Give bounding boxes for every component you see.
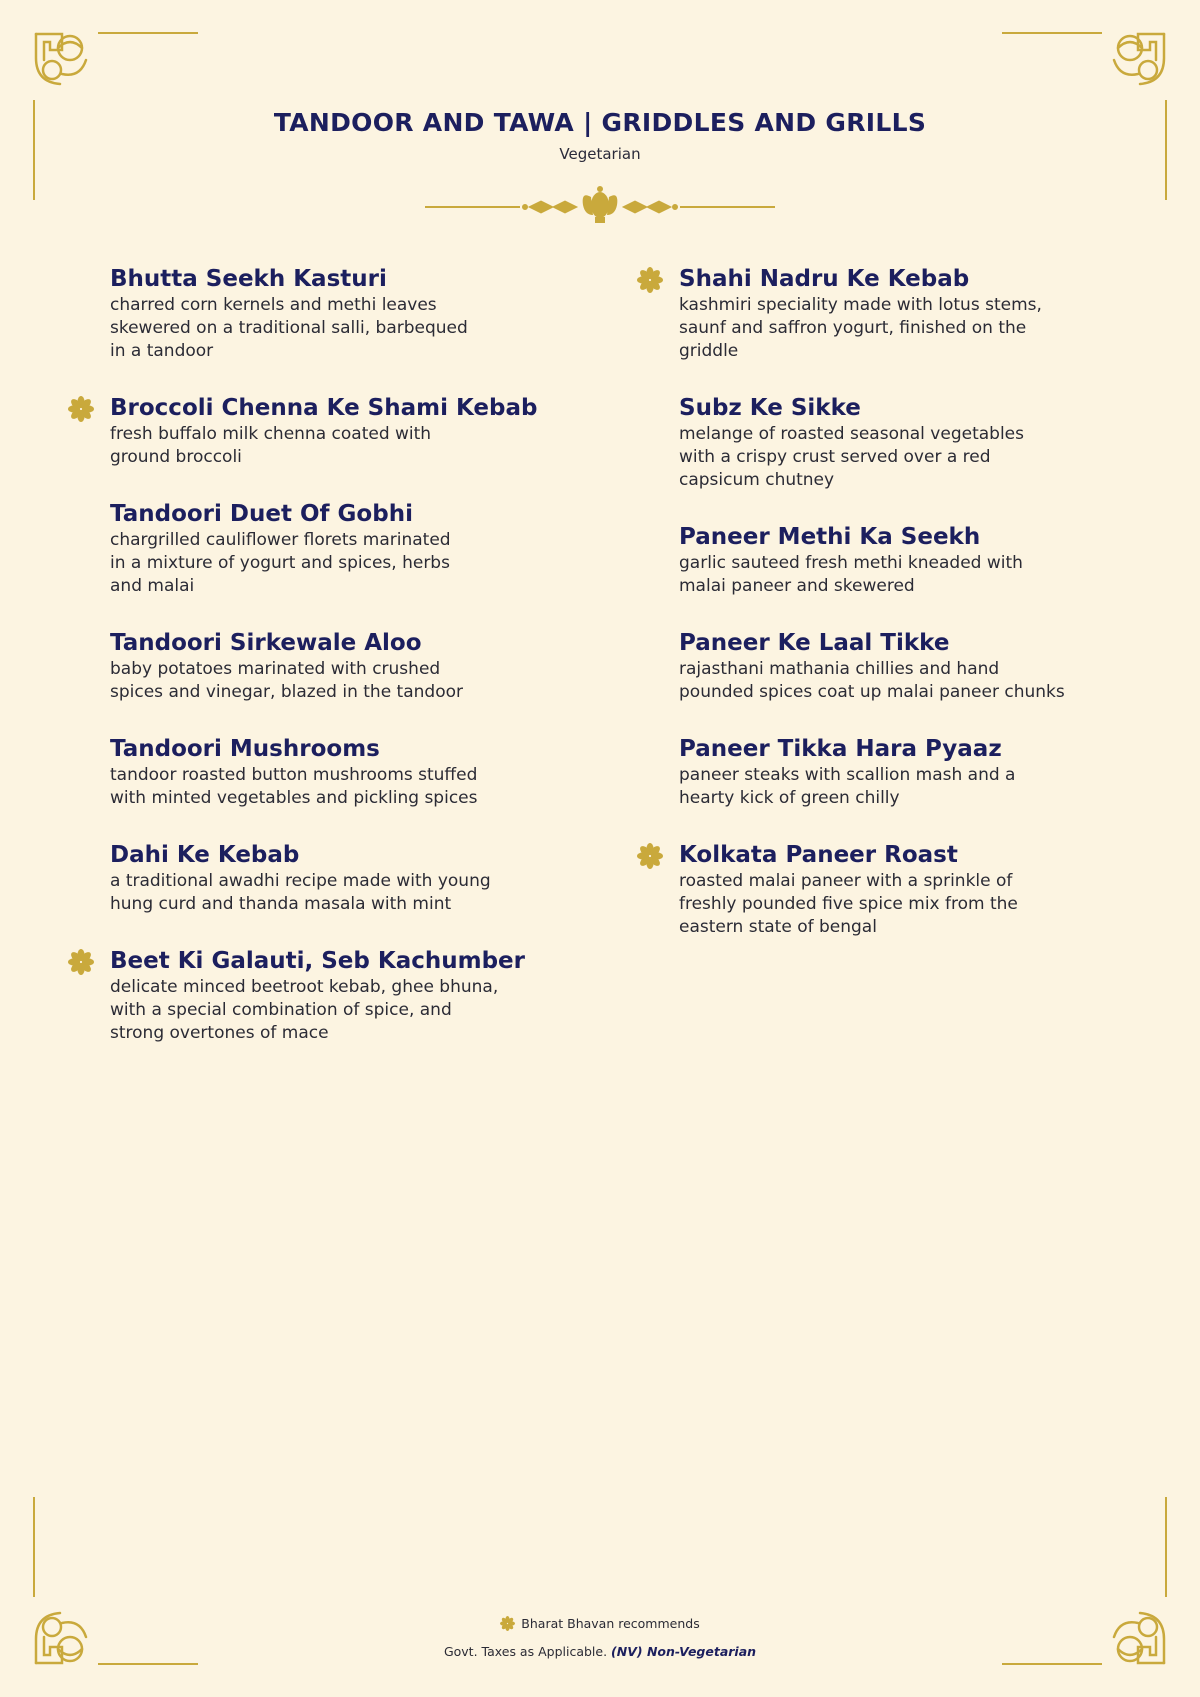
menu-item-description: melange of roasted seasonal vegetables <box>679 424 1024 444</box>
menu-header <box>0 108 1200 163</box>
menu-footer <box>0 1616 1200 1659</box>
menu-item-description: strong overtones of mace <box>110 1023 329 1043</box>
menu-item-description: roasted malai paneer with a sprinkle of <box>679 871 1013 891</box>
menu-item-description: with minted vegetables and pickling spices <box>110 788 478 808</box>
menu-item-description: delicate minced beetroot kebab, ghee bhuna, <box>110 977 499 997</box>
menu-item-description: freshly pounded five spice mix from the <box>679 894 1018 914</box>
menu-item-description: charred corn kernels and methi leaves <box>110 295 437 315</box>
menu-item-name: Tandoori Mushrooms <box>110 736 380 762</box>
menu-item-description: tandoor roasted button mushrooms stuffed <box>110 765 478 785</box>
menu-item-name: Beet Ki Galauti, Seb Kachumber <box>110 948 525 974</box>
menu-item-description: spices and vinegar, blazed in the tandoor <box>110 682 463 702</box>
menu-item-description: fresh buffalo milk chenna coated with <box>110 424 432 444</box>
gold-flower-icon <box>500 1616 515 1631</box>
menu-item-description: hearty kick of green chilly <box>679 788 900 808</box>
menu-item <box>110 946 580 1045</box>
menu-item-name: Paneer Tikka Hara Pyaaz <box>679 736 1002 762</box>
menu-column-right <box>679 264 1149 969</box>
menu-column-left <box>110 264 580 1075</box>
menu-item-description: with a special combination of spice, and <box>110 1000 452 1020</box>
menu-item-description: pounded spices coat up malai paneer chunks <box>679 682 1065 702</box>
menu-item-description: with a crispy crust served over a red <box>679 447 991 467</box>
menu-item <box>679 734 1149 810</box>
menu-item <box>679 393 1149 492</box>
corner-ornament-top-right <box>1114 34 1164 84</box>
menu-item-name: Paneer Ke Laal Tikke <box>679 630 950 656</box>
menu-item-description: rajasthani mathania chillies and hand <box>679 659 1000 679</box>
menu-item-name: Tandoori Sirkewale Aloo <box>110 630 422 656</box>
menu-item <box>110 840 580 916</box>
taxes-note <box>0 1644 1200 1659</box>
menu-item-description: griddle <box>679 341 739 361</box>
ornamental-divider <box>425 185 775 229</box>
corner-ornament-top-left <box>36 34 86 84</box>
taxes-label: Govt. Taxes as Applicable. <box>443 1644 608 1659</box>
menu-item <box>679 628 1149 704</box>
menu-item <box>110 264 580 363</box>
menu-item-description: kashmiri speciality made with lotus stems, <box>679 295 1042 315</box>
peacock-emblem-icon <box>583 186 618 223</box>
menu-item-description: chargrilled cauliflower florets marinated <box>110 530 451 550</box>
menu-item-description: baby potatoes marinated with crushed <box>110 659 441 679</box>
menu-item-name: Tandoori Duet Of Gobhi <box>110 501 413 527</box>
menu-item-description: ground broccoli <box>110 447 242 467</box>
menu-item-description: in a mixture of yogurt and spices, herbs <box>110 553 450 573</box>
menu-item <box>679 264 1149 363</box>
menu-item-name: Paneer Methi Ka Seekh <box>679 524 981 550</box>
gold-flower-icon <box>637 267 663 293</box>
menu-item-description: capsicum chutney <box>679 470 835 490</box>
menu-item-description: malai paneer and skewered <box>679 576 915 596</box>
menu-item-description: skewered on a traditional salli, barbequed <box>110 318 468 338</box>
menu-item <box>679 840 1149 939</box>
menu-item-name: Shahi Nadru Ke Kebab <box>679 266 970 292</box>
nv-legend: (NV) Non-Vegetarian <box>611 1644 757 1659</box>
menu-item-description: a traditional awadhi recipe made with young <box>110 871 491 891</box>
recommend-legend <box>500 1616 699 1631</box>
menu-item-name: Kolkata Paneer Roast <box>679 842 958 868</box>
menu-item-name: Subz Ke Sikke <box>679 395 861 421</box>
menu-item-description: paneer steaks with scallion mash and a <box>679 765 1016 785</box>
menu-item-description: hung curd and thanda masala with mint <box>110 894 452 914</box>
menu-item <box>679 522 1149 598</box>
menu-item-description: garlic sauteed fresh methi kneaded with <box>679 553 1023 573</box>
menu-item-description: eastern state of bengal <box>679 917 877 937</box>
menu-item-name: Bhutta Seekh Kasturi <box>110 266 387 292</box>
menu-item <box>110 734 580 810</box>
gold-flower-icon <box>68 396 94 422</box>
menu-item <box>110 393 580 469</box>
menu-item-name: Broccoli Chenna Ke Shami Kebab <box>110 395 538 421</box>
recommend-legend-label: Bharat Bhavan recommends <box>521 1616 700 1631</box>
menu-item <box>110 628 580 704</box>
menu-item-description: and malai <box>110 576 195 596</box>
page-title: TANDOOR AND TAWA | GRIDDLES AND GRILLS <box>273 108 927 137</box>
gold-flower-icon <box>68 949 94 975</box>
menu-item <box>110 499 580 598</box>
page-subtitle: Vegetarian <box>559 145 641 163</box>
menu-item-name: Dahi Ke Kebab <box>110 842 300 868</box>
gold-flower-icon <box>637 843 663 869</box>
menu-item-description: in a tandoor <box>110 341 214 361</box>
menu-item-description: saunf and saffron yogurt, finished on the <box>679 318 1027 338</box>
